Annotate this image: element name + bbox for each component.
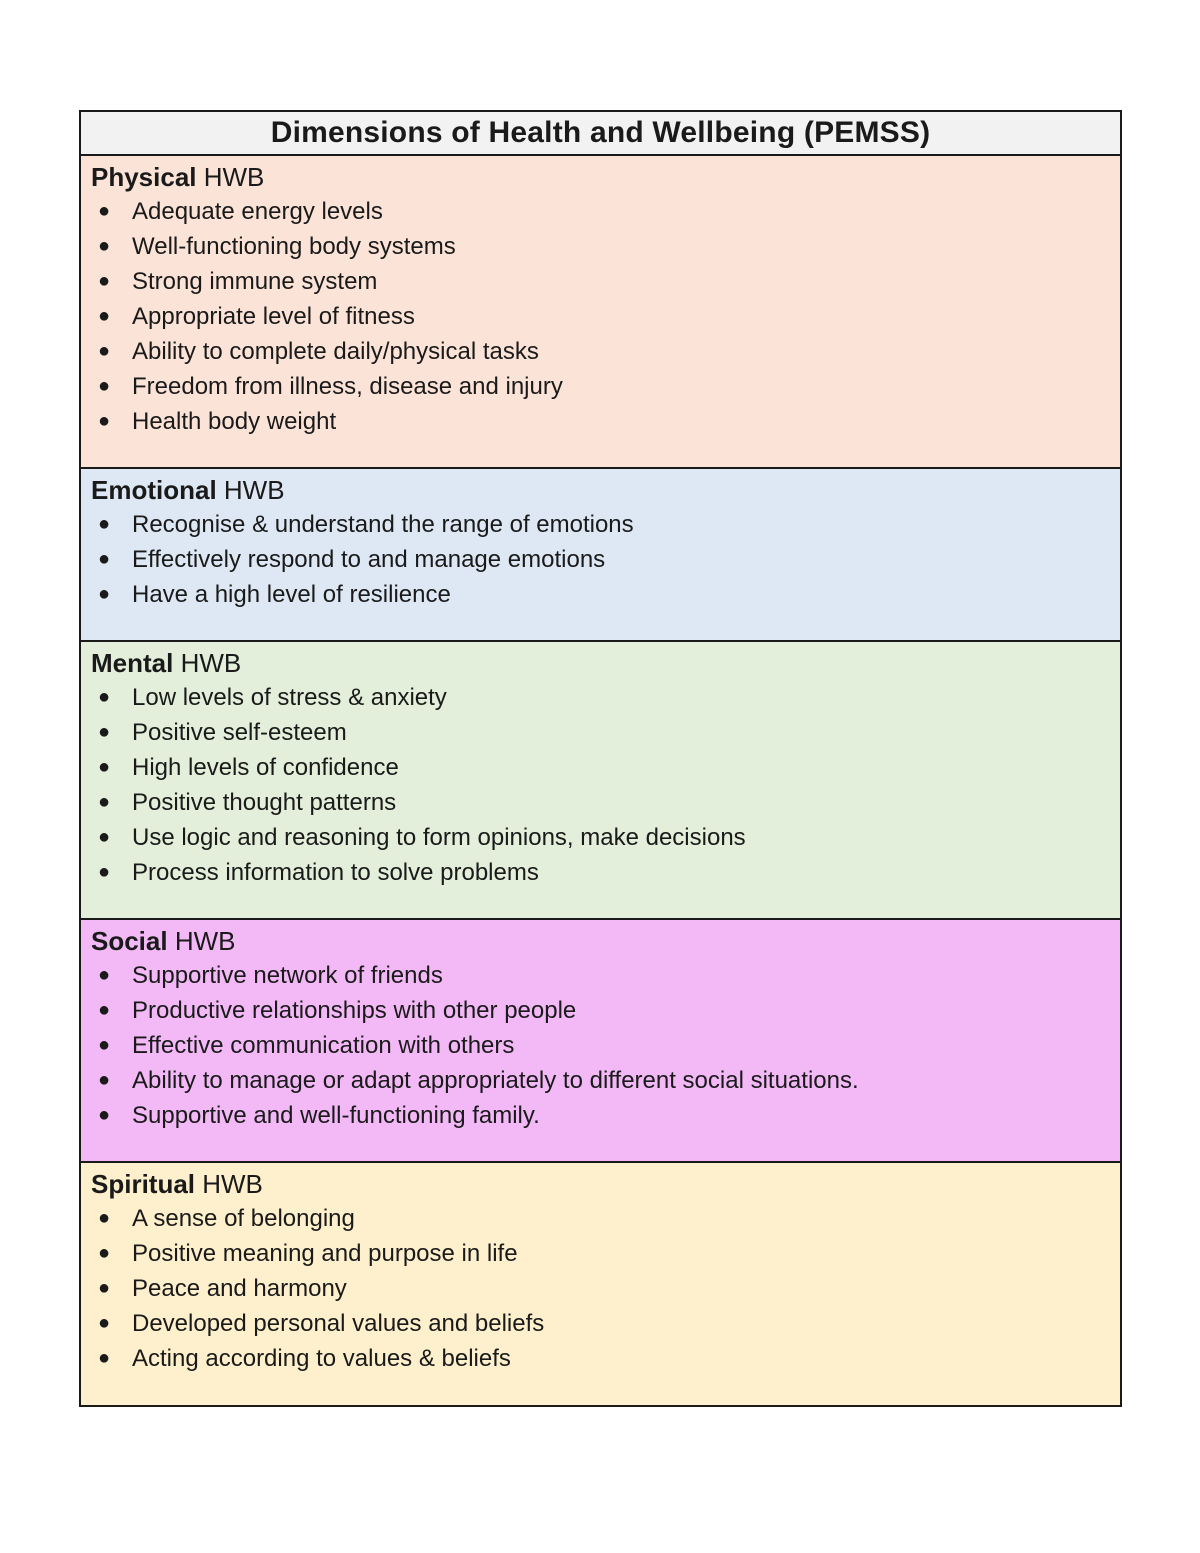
section-name: Physical bbox=[91, 162, 197, 192]
section-heading bbox=[91, 1167, 1110, 1201]
list-item-text: Recognise & understand the range of emotions bbox=[132, 511, 634, 538]
list-item-text: Have a high level of resilience bbox=[132, 581, 451, 608]
bullet-icon: ● bbox=[98, 410, 111, 432]
bullet-icon: ● bbox=[98, 1069, 111, 1091]
list-item-text: Effectively respond to and manage emotions bbox=[132, 546, 606, 573]
pemss-table bbox=[79, 110, 1122, 1407]
list-item-text: Process information to solve problems bbox=[132, 859, 539, 886]
list-item bbox=[91, 680, 1110, 715]
bullet-icon: ● bbox=[98, 1034, 111, 1056]
list-item-text: Acting according to values & beliefs bbox=[132, 1345, 511, 1372]
list-item bbox=[91, 1306, 1110, 1341]
list-item bbox=[91, 194, 1110, 229]
list-item bbox=[91, 750, 1110, 785]
list-item bbox=[91, 1341, 1110, 1376]
list-item-text: Developed personal values and beliefs bbox=[132, 1310, 545, 1337]
list-item bbox=[91, 369, 1110, 404]
list-item bbox=[91, 855, 1110, 890]
list-item-text: Supportive and well-functioning family. bbox=[132, 1102, 540, 1129]
section-heading bbox=[91, 473, 1110, 507]
bullet-icon: ● bbox=[98, 1207, 111, 1229]
bullet-icon: ● bbox=[98, 235, 111, 257]
bullet-icon: ● bbox=[98, 1242, 111, 1264]
table-title: Dimensions of Health and Wellbeing (PEMSS) bbox=[81, 112, 1120, 156]
section-heading bbox=[91, 160, 1110, 194]
list-item-text: Freedom from illness, disease and injury bbox=[132, 373, 563, 400]
list-item bbox=[91, 1028, 1110, 1063]
section-suffix: HWB bbox=[167, 926, 236, 956]
bullet-icon: ● bbox=[98, 305, 111, 327]
section-suffix: HWB bbox=[216, 475, 285, 505]
section-list bbox=[91, 194, 1110, 439]
list-item-text: High levels of confidence bbox=[132, 754, 399, 781]
list-item-text: Health body weight bbox=[132, 408, 337, 435]
list-item bbox=[91, 577, 1110, 612]
bullet-icon: ● bbox=[98, 1104, 111, 1126]
list-item-text: Positive thought patterns bbox=[132, 789, 397, 816]
section-name: Social bbox=[91, 926, 168, 956]
section-suffix: HWB bbox=[195, 1169, 263, 1199]
list-item-text: Low levels of stress & anxiety bbox=[132, 684, 447, 711]
list-item-text: Peace and harmony bbox=[132, 1275, 347, 1302]
section-heading bbox=[91, 646, 1110, 680]
bullet-icon: ● bbox=[98, 548, 111, 570]
list-item bbox=[91, 1063, 1110, 1098]
section-list bbox=[91, 1201, 1110, 1376]
section-heading bbox=[91, 924, 1110, 958]
section-name: Mental bbox=[91, 648, 174, 678]
bullet-icon: ● bbox=[98, 270, 111, 292]
list-item-text: Appropriate level of fitness bbox=[132, 303, 415, 330]
section-list bbox=[91, 507, 1110, 612]
section-spiritual bbox=[81, 1163, 1120, 1405]
list-item bbox=[91, 1271, 1110, 1306]
bullet-icon: ● bbox=[98, 1347, 111, 1369]
section-list bbox=[91, 680, 1110, 890]
list-item-text: Productive relationships with other people bbox=[132, 997, 577, 1024]
list-item-text: Positive meaning and purpose in life bbox=[132, 1240, 518, 1267]
list-item-text: Effective communication with others bbox=[132, 1032, 515, 1059]
list-item bbox=[91, 715, 1110, 750]
bullet-icon: ● bbox=[98, 583, 111, 605]
section-physical bbox=[81, 156, 1120, 469]
bullet-icon: ● bbox=[98, 1277, 111, 1299]
bullet-icon: ● bbox=[98, 1312, 111, 1334]
bullet-icon: ● bbox=[98, 861, 111, 883]
list-item-text: Well-functioning body systems bbox=[132, 233, 456, 260]
list-item bbox=[91, 507, 1110, 542]
list-item-text: Ability to complete daily/physical tasks bbox=[132, 338, 539, 365]
section-name: Spiritual bbox=[91, 1169, 196, 1199]
list-item-text: Positive self-esteem bbox=[132, 719, 347, 746]
list-item bbox=[91, 785, 1110, 820]
section-social bbox=[81, 920, 1120, 1163]
bullet-icon: ● bbox=[98, 340, 111, 362]
list-item-text: Ability to manage or adapt appropriately to different social situations. bbox=[132, 1067, 859, 1094]
bullet-icon: ● bbox=[98, 375, 111, 397]
section-suffix: HWB bbox=[173, 648, 242, 678]
list-item bbox=[91, 1201, 1110, 1236]
list-item bbox=[91, 299, 1110, 334]
list-item bbox=[91, 820, 1110, 855]
list-item-text: Strong immune system bbox=[132, 268, 378, 295]
list-item bbox=[91, 542, 1110, 577]
list-item bbox=[91, 958, 1110, 993]
list-item bbox=[91, 264, 1110, 299]
bullet-icon: ● bbox=[98, 999, 111, 1021]
list-item bbox=[91, 334, 1110, 369]
list-item-text: Use logic and reasoning to form opinions, make decisions bbox=[132, 824, 746, 851]
bullet-icon: ● bbox=[98, 791, 111, 813]
bullet-icon: ● bbox=[98, 826, 111, 848]
bullet-icon: ● bbox=[98, 686, 111, 708]
list-item bbox=[91, 1098, 1110, 1133]
bullet-icon: ● bbox=[98, 756, 111, 778]
section-name: Emotional bbox=[91, 475, 217, 505]
list-item-text: Supportive network of friends bbox=[132, 962, 443, 989]
list-item-text: A sense of belonging bbox=[132, 1205, 355, 1232]
section-list bbox=[91, 958, 1110, 1133]
list-item bbox=[91, 1236, 1110, 1271]
list-item bbox=[91, 404, 1110, 439]
list-item-text: Adequate energy levels bbox=[132, 198, 383, 225]
bullet-icon: ● bbox=[98, 513, 111, 535]
section-mental bbox=[81, 642, 1120, 920]
section-suffix: HWB bbox=[196, 162, 265, 192]
bullet-icon: ● bbox=[98, 721, 111, 743]
bullet-icon: ● bbox=[98, 200, 111, 222]
list-item bbox=[91, 229, 1110, 264]
list-item bbox=[91, 993, 1110, 1028]
bullet-icon: ● bbox=[98, 964, 111, 986]
section-emotional bbox=[81, 469, 1120, 642]
